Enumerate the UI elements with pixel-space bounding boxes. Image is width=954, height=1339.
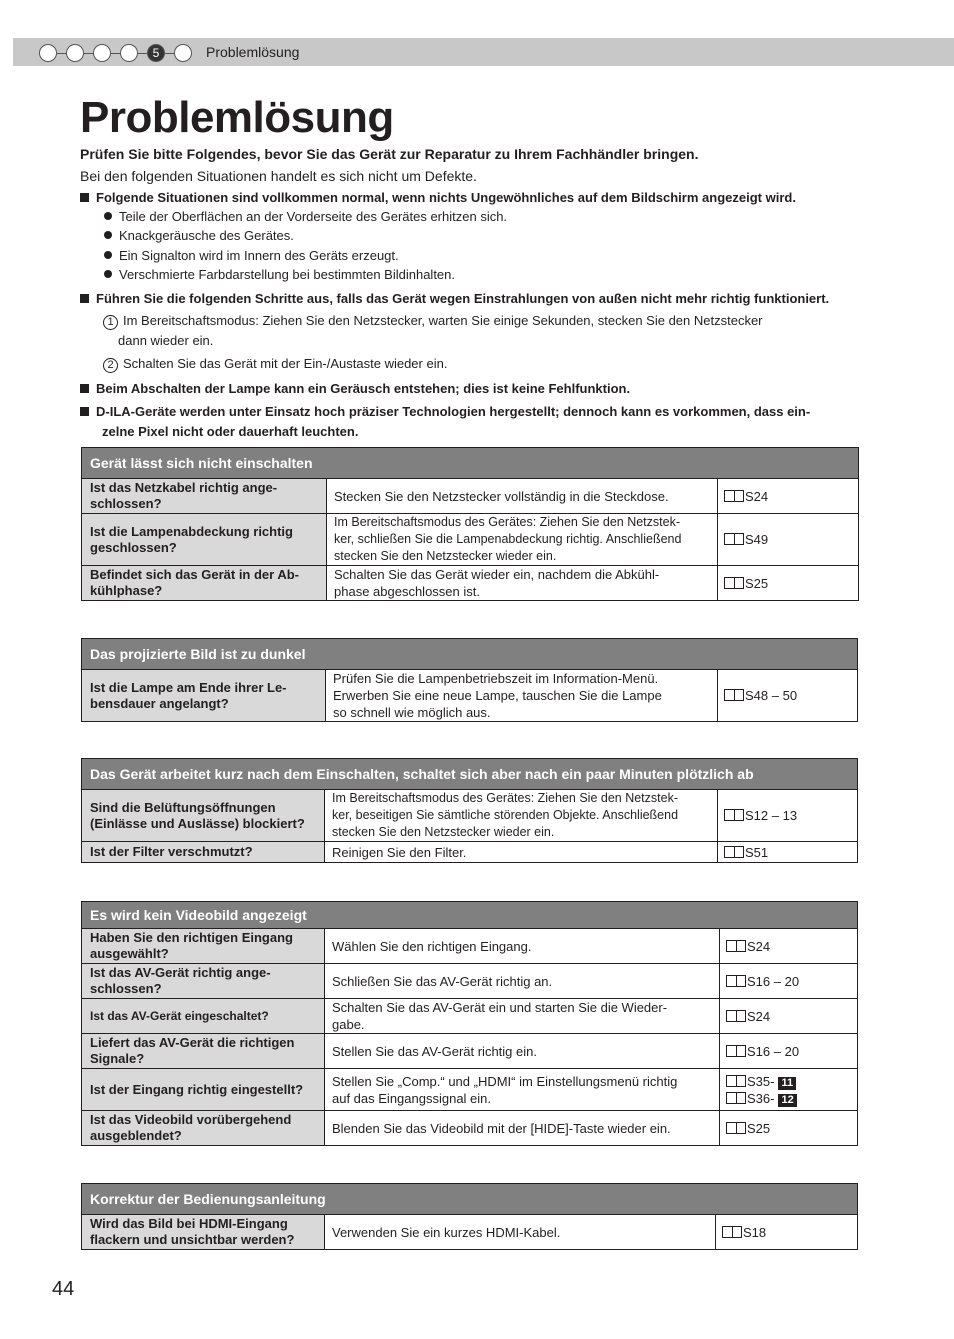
page-reference: S24 [747,1008,771,1024]
table-row [82,929,858,964]
reference-cell [718,790,858,842]
note-dila [80,404,810,419]
table-row [82,999,858,1034]
reference-cell [720,964,858,999]
book-icon [724,846,744,858]
reference-cell [720,929,858,964]
reference-cell [716,1215,858,1250]
chapter-step-circle-active: 5 [147,44,165,62]
list-item-text: Knackgeräusche des Gerätes. [119,228,294,243]
table-row [82,1111,858,1146]
book-icon [724,689,744,701]
page-reference: S25 [747,1120,771,1136]
answer-cell: Schalten Sie das AV-Gerät ein und starten Sie die Wieder- gabe. [325,999,720,1034]
troubleshoot-table-correction [81,1183,858,1250]
connector-line [165,53,174,54]
table-row [82,964,858,999]
note-dila-continuation: zelne Pixel nicht oder dauerhaft leuchten. [102,424,359,439]
page-reference: S49 [745,532,769,547]
note-heading-text: Führen Sie die folgenden Schritte aus, falls das Gerät wegen Einstrahlungen von außen nicht mehr richtig funktioniert. [96,291,830,306]
table-row [82,514,859,566]
step-2 [103,356,447,373]
step-1-continuation: dann wieder ein. [118,333,214,348]
book-icon [724,490,744,502]
book-icon [724,809,744,821]
connector-line [84,53,93,54]
answer-cell: Schließen Sie das AV-Gerät richtig an. [325,964,720,999]
list-item-text: Verschmierte Farbdarstellung bei bestimmten Bildinhalten. [119,267,456,282]
note-lamp [80,381,630,396]
question-cell: Ist der Eingang richtig eingestellt? [82,1069,325,1111]
table-row [82,1215,858,1250]
question-cell: Haben Sie den richtigen Eingang ausgewählt? [82,929,325,964]
question-cell: Ist die Lampenabdeckung richtig geschlossen? [82,514,327,566]
book-icon [726,975,746,987]
book-icon [726,1122,746,1134]
answer-cell: Im Bereitschaftsmodus des Gerätes: Ziehen Sie den Netzstek- ker, schließen Sie die Lampenabdeckung richtig. Anschließend stecken Sie den Netzstecker wieder ein. [327,514,718,566]
page-reference: S24 [747,938,771,954]
page-reference: S36- [747,1090,775,1106]
connector-line [57,53,66,54]
book-icon [726,1045,746,1057]
page-reference: S12 – 13 [745,808,798,823]
table-row [82,1069,858,1111]
question-cell: Sind die Belüftungsöffnungen (Einlässe und Auslässe) blockiert? [82,790,325,842]
question-cell: Befindet sich das Gerät in der Ab- kühlphase? [82,566,327,601]
table-heading: Das projizierte Bild ist zu dunkel [82,639,858,670]
question-cell: Ist das Videobild vorübergehend ausgeblendet? [82,1111,325,1146]
answer-cell: Verwenden Sie ein kurzes HDMI-Kabel. [325,1215,716,1250]
reference-cell [718,479,859,514]
answer-cell: Blenden Sie das Videobild mit der [HIDE]-Taste wieder ein. [325,1111,720,1146]
list-item [104,209,507,224]
reference-line [726,1090,851,1107]
note-heading-text: Folgende Situationen sind vollkommen normal, wenn nichts Ungewöhnliches auf dem Bildschirm angezeigt wird. [96,190,796,205]
answer-cell: Prüfen Sie die Lampenbetriebszeit im Information-Menü. Erwerben Sie eine neue Lampe, tauschen Sie die Lampe so schnell wie möglich aus. [326,670,718,722]
answer-cell: Stecken Sie den Netzstecker vollständig in die Steckdose. [327,479,718,514]
book-icon [726,940,746,952]
step-number-circle: 2 [103,358,118,373]
table-heading: Es wird kein Videobild angezeigt [82,902,858,929]
chapter-step-circle [66,44,84,62]
answer-cell: Wählen Sie den richtigen Eingang. [325,929,720,964]
chapter-step-circle [174,44,192,62]
page-reference: S16 – 20 [747,1043,800,1059]
chapter-step-circle [39,44,57,62]
page-reference: S24 [745,488,769,504]
bullet-icon [104,251,112,259]
square-bullet-icon [80,407,89,416]
question-cell: Liefert das AV-Gerät die richtigen Signale? [82,1034,325,1069]
answer-cell: Stellen Sie das AV-Gerät richtig ein. [325,1034,720,1069]
page-number: 44 [52,1278,75,1300]
note-text: D-ILA-Geräte werden unter Einsatz hoch präziser Technologien hergestellt; dennoch kann es vorkommen, dass ein- [96,404,811,419]
reference-cell [720,1069,858,1111]
book-icon [724,577,744,589]
page-title: Problemlösung [80,93,394,142]
question-cell: Wird das Bild bei HDMI-Eingang flackern und unsichtbar werden? [82,1215,325,1250]
book-icon [726,1092,746,1104]
table-row [82,1034,858,1069]
table-row [82,790,858,842]
connector-line [111,53,120,54]
list-item [104,248,399,263]
book-icon [726,1010,746,1022]
list-item [104,267,455,282]
step-number-circle: 1 [103,315,118,330]
question-cell: Ist das AV-Gerät eingeschaltet? [82,999,325,1034]
bullet-icon [104,212,112,220]
step-text: Im Bereitschaftsmodus: Ziehen Sie den Netzstecker, warten Sie einige Sekunden, stecken Sie den Netzstecker [123,313,763,328]
table-row [82,842,858,863]
note-heading-interference [80,291,829,306]
answer-cell: Im Bereitschaftsmodus des Gerätes: Ziehen Sie den Netzstek- ker, beseitigen Sie sämtliche störenden Objekte. Anschließend stecken Sie den Netzstecker wieder ein. [325,790,718,842]
answer-cell: Stellen Sie „Comp.“ und „HDMI“ im Einstellungsmenü richtig auf das Eingangssignal ein. [325,1069,720,1111]
page-reference: S35- [747,1073,775,1089]
table-heading: Korrektur der Bedienungsanleitung [82,1184,858,1215]
answer-cell: Reinigen Sie den Filter. [325,842,718,863]
reference-cell [720,999,858,1034]
troubleshoot-table-dark-image [81,638,858,722]
item-number-badge: 11 [778,1077,796,1090]
page-reference: S16 – 20 [747,973,800,989]
square-bullet-icon [80,193,89,202]
table-row [82,479,859,514]
reference-line [726,1073,851,1090]
reference-cell [720,1111,858,1146]
chapter-label: Problemlösung [206,44,300,60]
page-reference: S18 [743,1224,767,1240]
list-item-text: Teile der Oberflächen an der Vorderseite des Gerätes erhitzen sich. [119,209,508,224]
reference-cell [720,1034,858,1069]
bullet-icon [104,270,112,278]
chapter-step-circle [120,44,138,62]
troubleshoot-table-power [81,447,859,601]
table-heading: Das Gerät arbeitet kurz nach dem Einschalten, schaltet sich aber nach ein paar Minuten plötzlich ab [82,759,858,790]
page-reference: S51 [745,844,769,860]
note-text: Beim Abschalten der Lampe kann ein Geräusch entstehen; dies ist keine Fehlfunktion. [96,381,631,396]
question-cell: Ist das AV-Gerät richtig ange- schlossen? [82,964,325,999]
troubleshoot-table-no-video [81,901,858,1146]
page-reference: S25 [745,575,769,591]
answer-cell: Schalten Sie das Gerät wieder ein, nachdem die Abkühl- phase abgeschlossen ist. [327,566,718,601]
bullet-icon [104,231,112,239]
page-reference: S48 – 50 [745,688,798,703]
page-subtitle: Prüfen Sie bitte Folgendes, bevor Sie das Gerät zur Reparatur zu Ihrem Fachhändler bringen. [80,146,699,162]
square-bullet-icon [80,294,89,303]
list-item [104,228,294,243]
reference-cell [718,670,858,722]
table-heading: Gerät lässt sich nicht einschalten [82,448,859,479]
connector-line [138,53,147,54]
book-icon [726,1075,746,1087]
table-row [82,670,858,722]
reference-cell [718,842,858,863]
reference-cell [718,566,859,601]
chapter-progress-indicator [39,44,192,62]
table-row [82,566,859,601]
question-cell: Ist das Netzkabel richtig ange- schlossen? [82,479,327,514]
intro-text: Bei den folgenden Situationen handelt es sich nicht um Defekte. [80,168,477,184]
question-cell: Ist die Lampe am Ende ihrer Le- bensdauer angelangt? [82,670,326,722]
book-icon [722,1226,742,1238]
chapter-step-circle [93,44,111,62]
step-1 [103,313,763,330]
chapter-header-bar [13,38,954,66]
square-bullet-icon [80,384,89,393]
list-item-text: Ein Signalton wird im Innern des Geräts erzeugt. [119,248,399,263]
book-icon [724,533,744,545]
item-number-badge: 12 [778,1094,796,1107]
step-text: Schalten Sie das Gerät mit der Ein-/Austaste wieder ein. [123,356,448,371]
troubleshoot-table-shutdown [81,758,858,863]
note-heading-normal [80,190,796,205]
question-cell: Ist der Filter verschmutzt? [82,842,325,863]
reference-cell [718,514,859,566]
